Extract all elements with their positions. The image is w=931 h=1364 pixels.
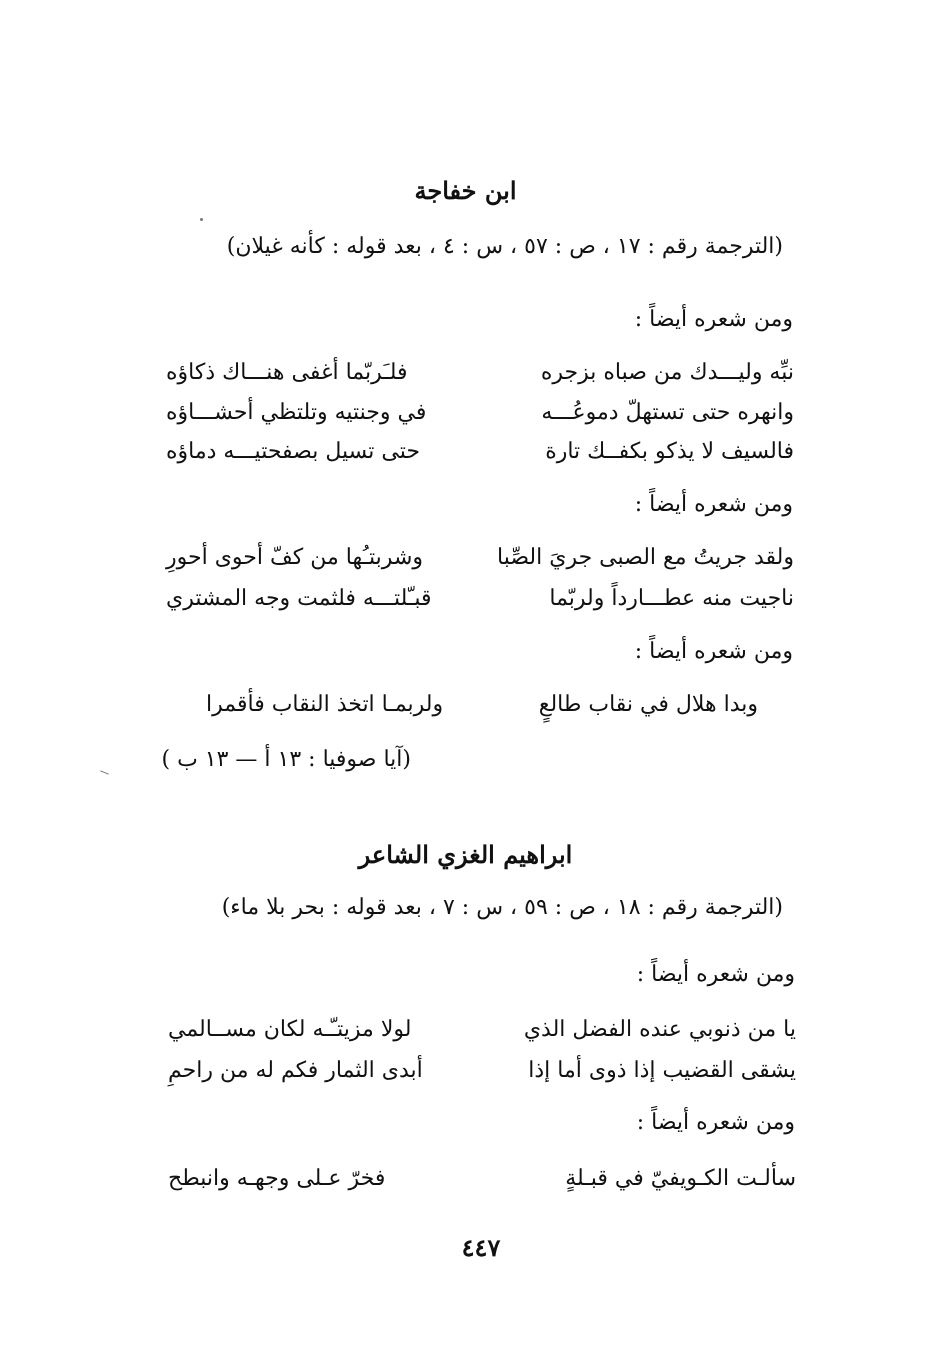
scan-speck [200, 218, 203, 221]
verse-first-hemistich: ولقد جريتُ مع الصبى جريَ الصِّبا [497, 545, 794, 570]
verse-second-hemistich: قبـّلتـــه فلثمت وجه المشتري [166, 586, 432, 611]
verse-second-hemistich: وشربتـُها من كفّ أحوى أحورِ [166, 545, 423, 570]
verse-line [168, 1164, 796, 1194]
verse-first-hemistich: فالسيف لا يذكو بكفــك تارة [545, 439, 794, 464]
verse-first-hemistich: يا من ذنوبي عنده الفضل الذي [523, 1017, 796, 1042]
verse-first-hemistich: سألـت الكـويفيّ في قبـلةٍ [565, 1166, 796, 1191]
verse-first-hemistich: نبِّه وليـــدك من صباه بزجره [540, 360, 794, 385]
scan-speck [100, 770, 109, 774]
verse-line [166, 437, 794, 467]
poem-intro: ومن شعره أيضاً : [634, 639, 793, 664]
poem-intro: ومن شعره أيضاً : [636, 1110, 795, 1135]
manuscript-source: (آيا صوفيا : ١٣ أ — ١٣ ب ) [161, 747, 411, 772]
verse-second-hemistich: حتى تسيل بصفحتيـــه دماؤه [166, 439, 420, 464]
verse-second-hemistich: أبدى الثمار فكم له من راحمِ [168, 1058, 423, 1083]
verse-line [166, 543, 794, 573]
verse-line [166, 584, 794, 614]
verse-second-hemistich: ولربمـا اتخذ النقاب فأقمرا [206, 692, 444, 717]
poem-intro: ومن شعره أيضاً : [634, 492, 793, 517]
translation-reference: (الترجمة رقم : ١٨ ، ص : ٥٩ ، س : ٧ ، بعد قوله : بحر بلا ماء) [221, 895, 783, 920]
section-title-ibrahim-al-ghazzi: ابراهيم الغزي الشاعر [358, 840, 573, 869]
verse-second-hemistich: فلـَربّما أغفى هنـــاك ذكاؤه [166, 360, 408, 385]
verse-first-hemistich: يشقى القضيب إذا ذوى أما إذا [528, 1058, 796, 1083]
verse-line [166, 398, 794, 428]
verse-line [166, 358, 794, 388]
verse-first-hemistich: وانهره حتى تستهلّ دموعُـــه [541, 400, 794, 425]
verse-first-hemistich: ناجيت منه عطـــارداً ولربّما [549, 586, 794, 611]
verse-second-hemistich: لولا مزيتـّـه لكان مســالمي [168, 1017, 412, 1042]
verse-second-hemistich: فخرّ عـلى وجهـه وانبطح [168, 1166, 386, 1191]
page-number: ٤٤٧ [461, 1233, 501, 1262]
poem-intro: ومن شعره أيضاً : [636, 962, 795, 987]
section-title-ibn-khafaja: ابن خفاجة [414, 176, 517, 205]
verse-line [168, 1015, 796, 1045]
verse-line [168, 1056, 796, 1086]
poem-intro: ومن شعره أيضاً : [634, 307, 793, 332]
verse-second-hemistich: في وجنتيه وتلتظي أحشـــاؤه [166, 400, 427, 425]
translation-reference: (الترجمة رقم : ١٧ ، ص : ٥٧ ، س : ٤ ، بعد قوله : كأنه غيلان) [226, 234, 783, 259]
verse-first-hemistich: وبدا هلال في نقاب طالعٍ [538, 692, 758, 717]
verse-line [206, 690, 758, 720]
